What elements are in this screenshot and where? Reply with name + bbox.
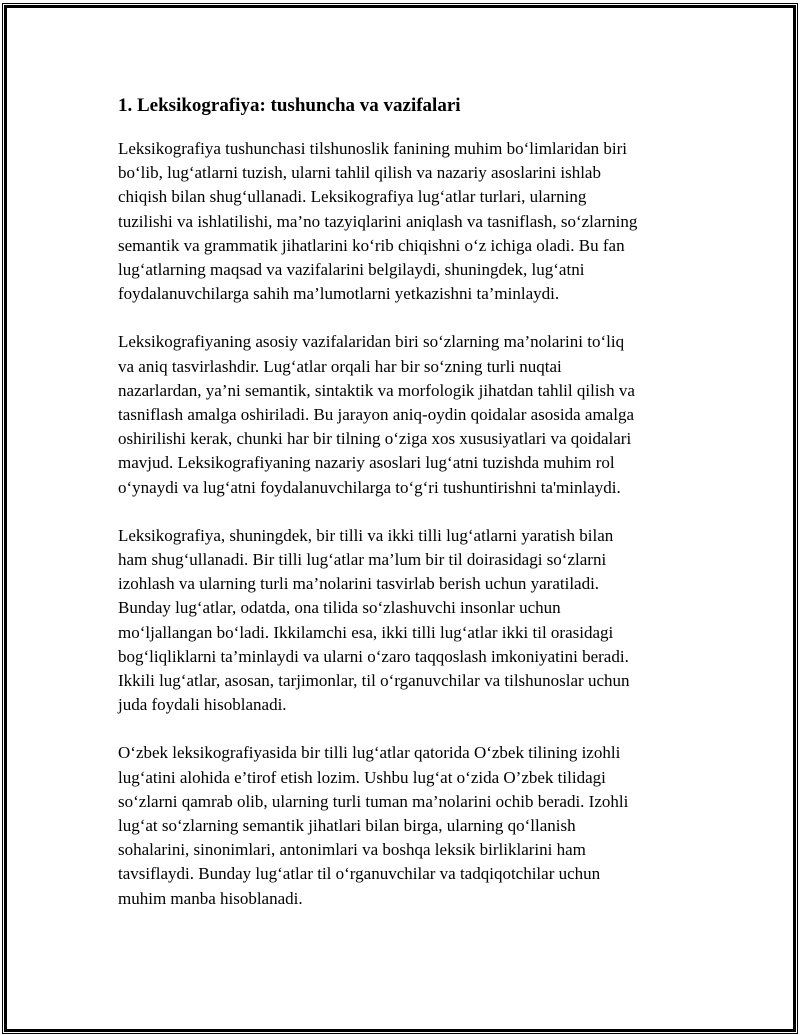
- document-body: [118, 94, 686, 935]
- section-title: 1. Leksikografiya: tushuncha va vazifalari: [118, 95, 461, 116]
- paragraph-3: Leksikografiya, shuningdek, bir tilli va ikki tilli lug‘atlarni yaratish bilan ham shug‘ullanadi. Bir tilli lug‘atlar ma’lum bir til doirasidagi so‘zlarni izohlash va ularning turli ma’nolarini tasvirlab berish uchun yaratiladi. Bunday lug‘atlar, odatda, ona tilida so‘zlashuvchi insonlar uchun mo‘ljallangan bo‘ladi. Ikkilamchi esa, ikki tilli lug‘atlar ikki til orasidagi bog‘liqliklarni ta’minlaydi va ularni o‘zaro taqqoslash imkoniyatini beradi. Ikkili lug‘atlar, asosan, tarjimonlar, til o‘rganuvchilar va tilshunoslar uchun juda foydali hisoblanadi.: [118, 525, 630, 715]
- paragraph-1: Leksikografiya tushunchasi tilshunoslik fanining muhim bo‘limlaridan biri bo‘lib, lug‘atlarni tuzish, ularni tahlil qilish va nazariy asoslarini ishlab chiqish bilan shug‘ullanadi. Leksikografiya lug‘atlar turlari, ularning tuzilishi va ishlatilishi, ma’no tazyiqlarini aniqlash va tasniflash, so‘zlarning semantik va grammatik jihatlarini ko‘rib chiqishni o‘z ichiga oladi. Bu fan lug‘atlarning maqsad va vazifalarini belgilaydi, shuningdek, lug‘atni foydalanuvchilarga sahih ma’lumotlarni yetkazishni ta’minlaydi.: [118, 139, 638, 304]
- paragraph-2: Leksikografiyaning asosiy vazifalaridan biri so‘zlarning ma’nolarini to‘liq va aniq tasvirlashdir. Lug‘atlar orqali har bir so‘zning turli nuqtai nazarlardan, ya’ni semantik, sintaktik va morfologik jihatdan tahlil qilish va tasniflash amalga oshiriladi. Bu jarayon aniq-oydin qoidalar asosida amalga oshirilishi kerak, chunki har bir tilning o‘ziga xos xususiyatlari va qoidalari mavjud. Leksikografiyaning nazariy asoslari lug‘atni tuzishda muhim rol o‘ynaydi va lug‘atni foydalanuvchilarga to‘g‘ri tushuntirishni ta'minlaydi.: [118, 332, 635, 497]
- paragraph-4: O‘zbek leksikografiyasida bir tilli lug‘atlar qatorida O‘zbek tilining izohli lug‘atini alohida e’tirof etish lozim. Ushbu lug‘at o‘zida O’zbek tilidagi so‘zlarni qamrab olib, ularning turli tuman ma’nolarini ochib beradi. Izohli lug‘at so‘zlarning semantik jihatlari bilan birga, ularning qo‘llanish sohalarini, sinonimlari, antonimlari va boshqa leksik birliklarini ham tavsiflaydi. Bunday lug‘atlar til o‘rganuvchilar va tadqiqotchilar uchun muhim manba hisoblanadi.: [118, 743, 629, 908]
